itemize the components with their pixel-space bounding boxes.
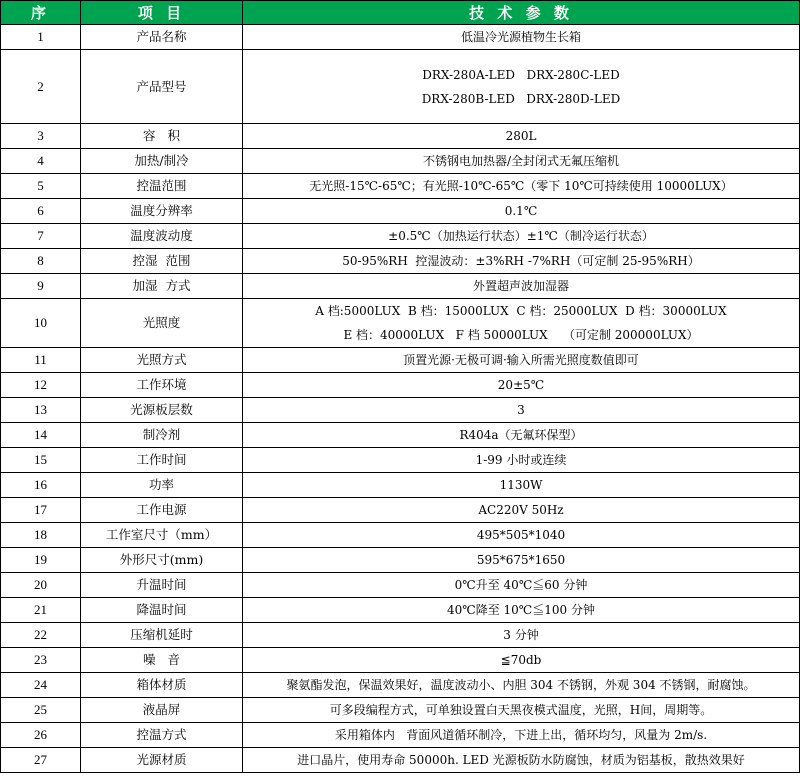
row-spec <box>243 299 800 348</box>
spec-line: DRX-280B-LED DRX-280D-LED <box>421 91 621 106</box>
row-spec: 1-99 小时或连续 <box>243 448 800 473</box>
row-spec: 50-95%RH 控湿波动：±3%RH -7%RH（可定制 25-95%RH） <box>243 249 800 274</box>
row-spec: 采用箱体内 背面风道循环制冷，下进上出，循环均匀，风量为 2m/s. <box>243 723 800 748</box>
spec-line: A 档:5000LUX B 档：15000LUX C 档：25000LUX D 档：30000LUX <box>315 304 727 318</box>
row-item: 容 积 <box>81 124 243 149</box>
row-spec: R404a（无氟环保型） <box>243 423 800 448</box>
row-index: 21 <box>1 598 81 623</box>
row-item: 外形尺寸(mm) <box>81 548 243 573</box>
table-row <box>1 498 800 523</box>
row-spec: 顶置光源·无极可调·输入所需光照度数值即可 <box>243 348 800 373</box>
row-item: 产品型号 <box>81 50 243 124</box>
row-index: 4 <box>1 149 81 174</box>
table-row <box>1 124 800 149</box>
row-item: 降温时间 <box>81 598 243 623</box>
header-item: 项 目 <box>81 1 243 25</box>
row-index: 15 <box>1 448 81 473</box>
row-spec: 低温冷光源植物生长箱 <box>243 25 800 50</box>
row-item: 温度波动度 <box>81 224 243 249</box>
row-spec: 可多段编程方式，可单独设置白天黑夜模式温度，光照，H间，周期等。 <box>243 698 800 723</box>
row-spec: AC220V 50Hz <box>243 498 800 523</box>
row-index: 17 <box>1 498 81 523</box>
row-item: 噪 音 <box>81 648 243 673</box>
row-item: 控温范围 <box>81 174 243 199</box>
row-index: 7 <box>1 224 81 249</box>
row-item: 功率 <box>81 473 243 498</box>
table-row <box>1 723 800 748</box>
table-row <box>1 673 800 698</box>
table-row <box>1 174 800 199</box>
row-item: 光照度 <box>81 299 243 348</box>
row-item: 液晶屏 <box>81 698 243 723</box>
row-item: 光源材质 <box>81 748 243 773</box>
spec-line: DRX-280A-LED DRX-280C-LED <box>422 67 620 82</box>
row-item: 控湿 范围 <box>81 249 243 274</box>
row-item: 产品名称 <box>81 25 243 50</box>
row-index: 10 <box>1 299 81 348</box>
row-spec: ±0.5℃（加热运行状态）±1℃（制冷运行状态） <box>243 224 800 249</box>
row-spec: 0.1℃ <box>243 199 800 224</box>
row-index: 26 <box>1 723 81 748</box>
table-row <box>1 548 800 573</box>
row-item: 工作时间 <box>81 448 243 473</box>
row-item: 加热/制冷 <box>81 149 243 174</box>
row-index: 22 <box>1 623 81 648</box>
row-index: 19 <box>1 548 81 573</box>
row-spec: 495*505*1040 <box>243 523 800 548</box>
row-spec: 20±5℃ <box>243 373 800 398</box>
row-index: 1 <box>1 25 81 50</box>
row-spec: 40℃降至 10℃≦100 分钟 <box>243 598 800 623</box>
header-spec: 技 术 参 数 <box>243 1 800 25</box>
table-row <box>1 149 800 174</box>
row-index: 11 <box>1 348 81 373</box>
row-spec: 聚氨酯发泡，保温效果好，温度波动小、内胆 304 不锈钢，外观 304 不锈钢，耐腐蚀。 <box>243 673 800 698</box>
header-index: 序 <box>1 1 81 25</box>
row-index: 24 <box>1 673 81 698</box>
row-item: 箱体材质 <box>81 673 243 698</box>
row-item: 升温时间 <box>81 573 243 598</box>
row-index: 14 <box>1 423 81 448</box>
row-index: 5 <box>1 174 81 199</box>
row-index: 20 <box>1 573 81 598</box>
row-index: 13 <box>1 398 81 423</box>
table-row <box>1 698 800 723</box>
row-item: 光照方式 <box>81 348 243 373</box>
table-row <box>1 25 800 50</box>
row-item: 制冷剂 <box>81 423 243 448</box>
row-spec: 不锈钢电加热器/全封闭式无氟压缩机 <box>243 149 800 174</box>
table-row <box>1 598 800 623</box>
table-row <box>1 523 800 548</box>
row-index: 27 <box>1 748 81 773</box>
table-row <box>1 423 800 448</box>
row-spec: 3 <box>243 398 800 423</box>
row-spec: 3 分钟 <box>243 623 800 648</box>
table-row <box>1 50 800 124</box>
table-row <box>1 249 800 274</box>
row-index: 16 <box>1 473 81 498</box>
table-row <box>1 448 800 473</box>
table-row <box>1 473 800 498</box>
table-row <box>1 199 800 224</box>
table-row <box>1 573 800 598</box>
row-item: 工作环境 <box>81 373 243 398</box>
table-row <box>1 348 800 373</box>
row-index: 25 <box>1 698 81 723</box>
row-item: 控温方式 <box>81 723 243 748</box>
row-spec: 进口晶片，使用寿命 50000h. LED 光源板防水防腐蚀，材质为铝基板，散热效果好 <box>243 748 800 773</box>
table-row <box>1 398 800 423</box>
row-index: 9 <box>1 274 81 299</box>
row-item: 工作室尺寸（mm） <box>81 523 243 548</box>
row-index: 18 <box>1 523 81 548</box>
row-spec: 外置超声波加湿器 <box>243 274 800 299</box>
table-row <box>1 274 800 299</box>
row-index: 3 <box>1 124 81 149</box>
row-item: 工作电源 <box>81 498 243 523</box>
row-spec: 280L <box>243 124 800 149</box>
table-row <box>1 299 800 348</box>
row-spec: 0℃升至 40℃≦60 分钟 <box>243 573 800 598</box>
row-item: 加湿 方式 <box>81 274 243 299</box>
row-item: 压缩机延时 <box>81 623 243 648</box>
row-index: 12 <box>1 373 81 398</box>
row-index: 2 <box>1 50 81 124</box>
table-row <box>1 748 800 773</box>
row-spec <box>243 50 800 124</box>
row-item: 光源板层数 <box>81 398 243 423</box>
table-row <box>1 373 800 398</box>
table-row <box>1 623 800 648</box>
row-spec: 1130W <box>243 473 800 498</box>
table-row <box>1 224 800 249</box>
row-spec: ≦70db <box>243 648 800 673</box>
row-index: 8 <box>1 249 81 274</box>
row-item: 温度分辨率 <box>81 199 243 224</box>
spec-line: E 档：40000LUX F 档 50000LUX （可定制 200000LUX） <box>343 328 699 342</box>
row-spec: 无光照-15℃-65℃；有光照-10℃-65℃（零下 10℃可持续使用 10000LUX） <box>243 174 800 199</box>
row-index: 6 <box>1 199 81 224</box>
table-row <box>1 648 800 673</box>
header-row <box>1 1 800 25</box>
row-spec: 595*675*1650 <box>243 548 800 573</box>
row-index: 23 <box>1 648 81 673</box>
